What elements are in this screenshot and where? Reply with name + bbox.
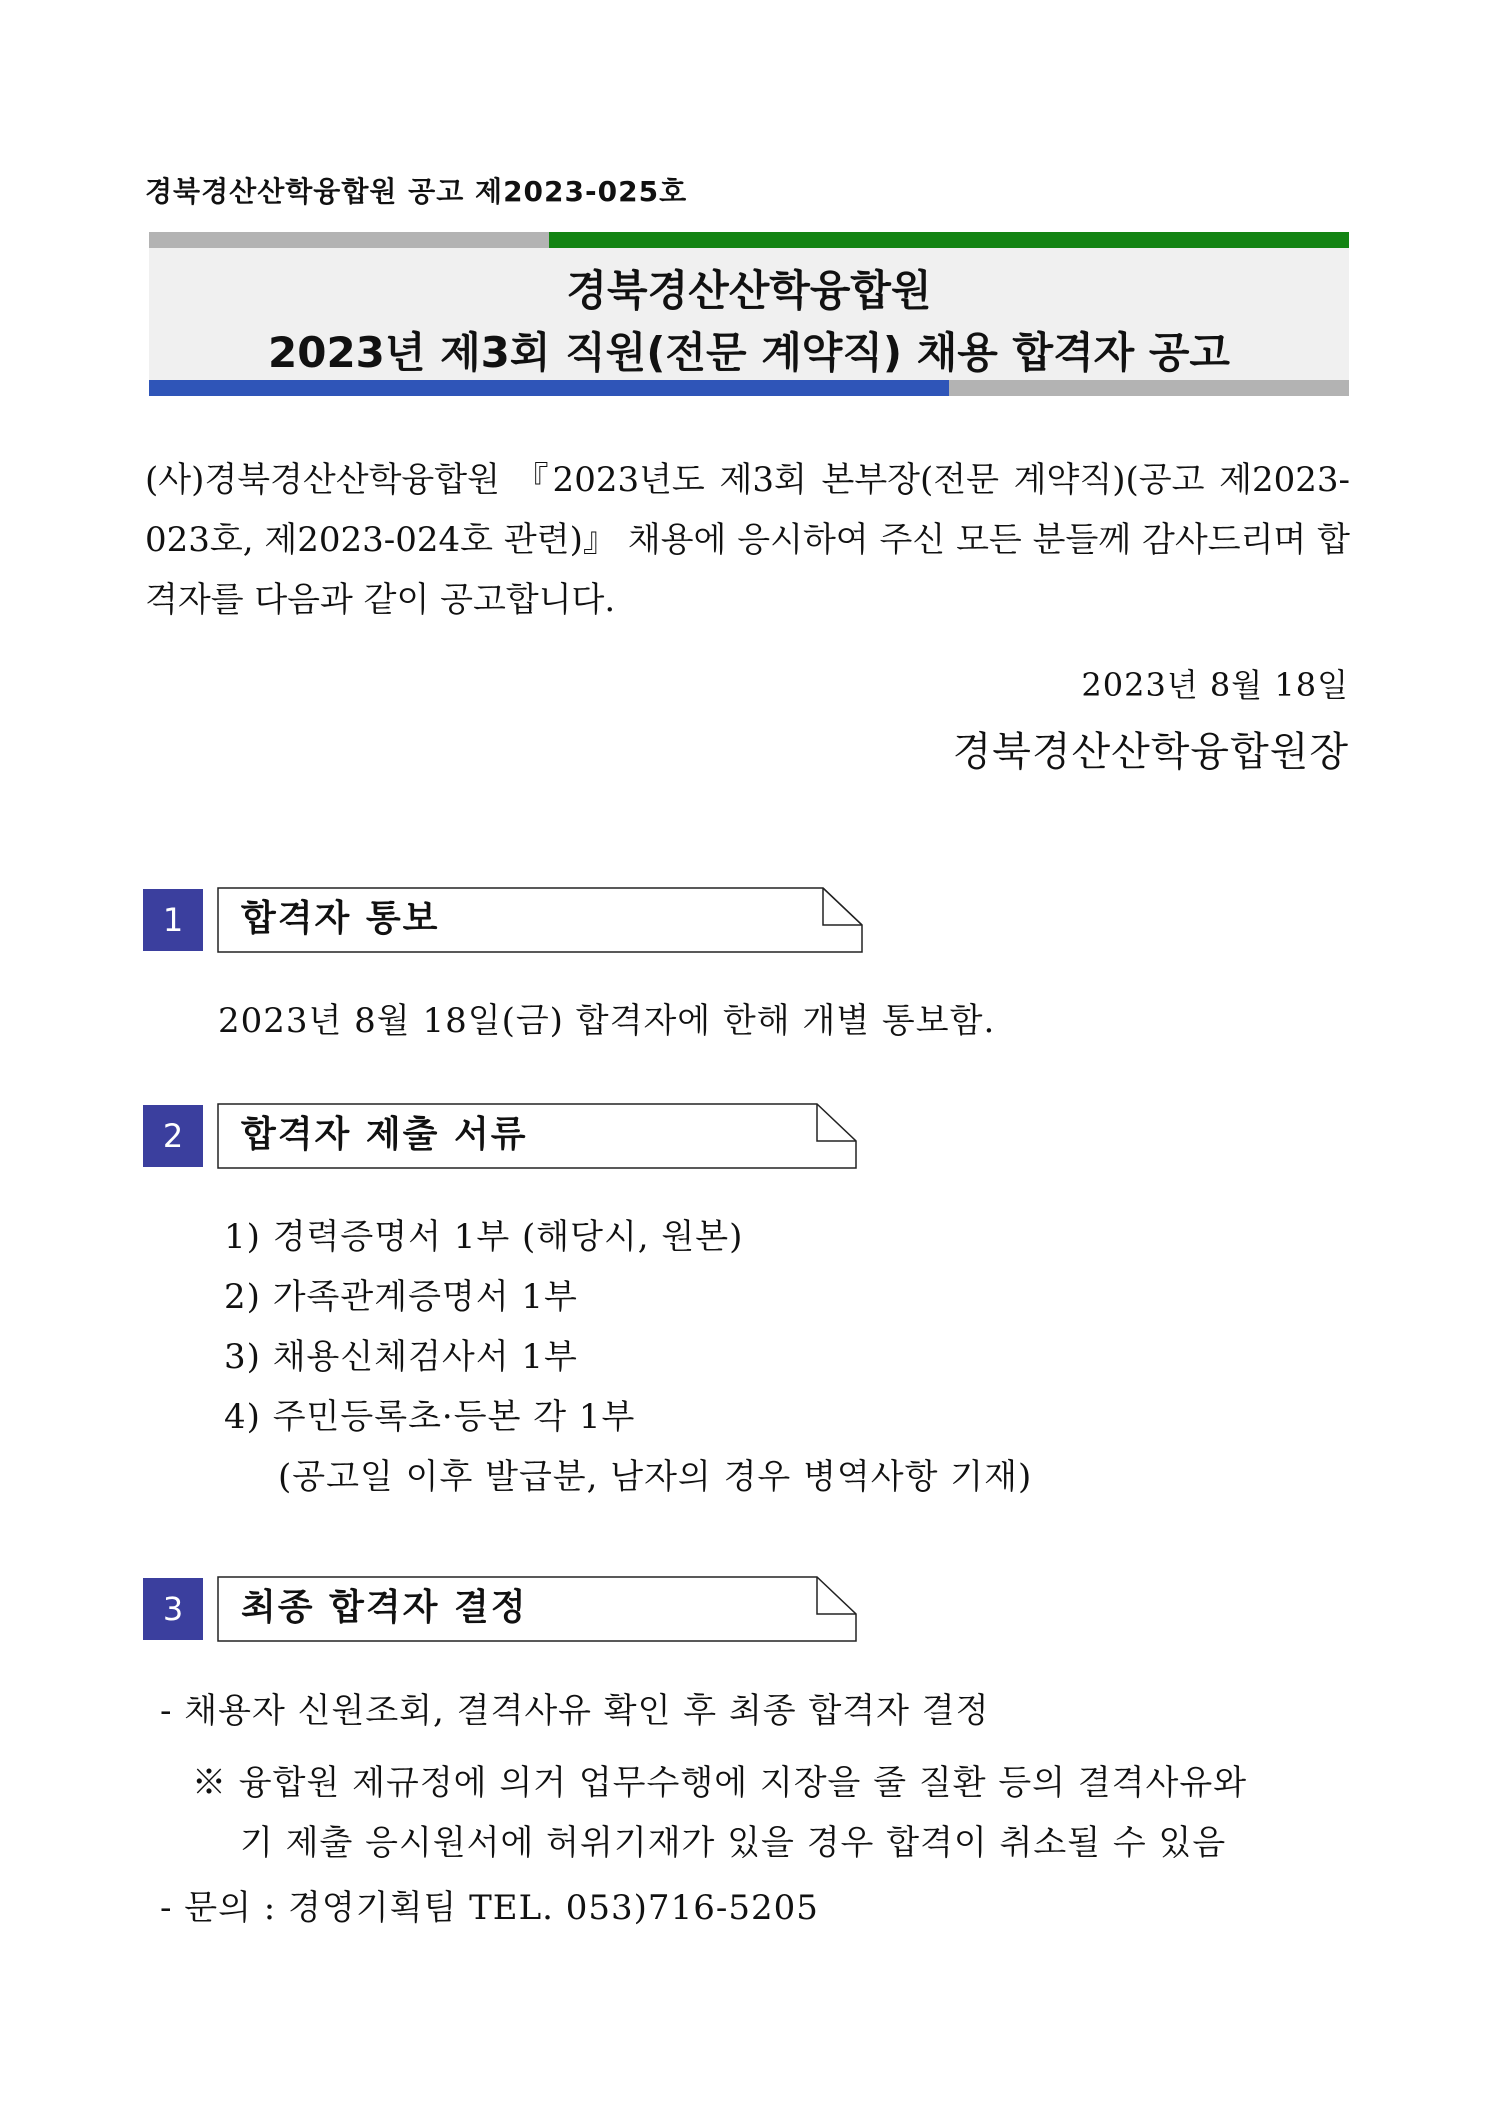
section-1-number: 1 (143, 889, 203, 951)
section-1-header (217, 887, 863, 951)
section-3-note-line-1: ※ 융합원 제규정에 의거 업무수행에 지장을 줄 질환 등의 결격사유와 (192, 1763, 1248, 1803)
section-3-note-line-2: 기 제출 응시원서에 허위기재가 있을 경우 합격이 취소될 수 있음 (240, 1823, 1227, 1863)
title-bar-top-gray (149, 232, 549, 248)
intro-paragraph: (사)경북경산산학융합원 『2023년도 제3회 본부장(전문 계약직)(공고 제2023-023호, 제2023-024호 관련)』 채용에 응시하여 주신 모든 분들께 감사드리며 합격자를 다음과 같이 공고합니다. (145, 460, 1350, 620)
document-item: 4) 주민등록초·등본 각 1부 (224, 1397, 636, 1437)
section-3-number: 3 (143, 1578, 203, 1640)
section-2-title: 합격자 제출 서류 (241, 1114, 528, 1155)
title-bar-bottom-gray (949, 380, 1349, 396)
document-item: 1) 경력증명서 1부 (해당시, 원본) (224, 1217, 744, 1257)
title-line-1: 경북경산산학융합원 (566, 266, 932, 315)
notice-date: 2023년 8월 18일 (1081, 666, 1349, 704)
title-bar-bottom-blue (149, 380, 949, 396)
section-1-text: 2023년 8월 18일(금) 합격자에 한해 개별 통보함. (218, 1001, 996, 1041)
document-item: 2) 가족관계증명서 1부 (224, 1277, 578, 1317)
document-item-note: (공고일 이후 발급분, 남자의 경우 병역사항 기재) (278, 1457, 1033, 1497)
section-3-title: 최종 합격자 결정 (241, 1587, 528, 1628)
signer: 경북경산산학융합원장 (952, 729, 1349, 775)
contact-line: - 문의 : 경영기획팀 TEL. 053)716-5205 (160, 1888, 819, 1928)
notice-number: 경북경산산학융합원 공고 제2023-025호 (145, 175, 688, 208)
section-1-title: 합격자 통보 (241, 898, 440, 939)
document-item: 3) 채용신체검사서 1부 (224, 1337, 578, 1377)
section-3-header (217, 1576, 857, 1640)
title-box (149, 232, 1349, 396)
section-2-header (217, 1103, 857, 1167)
section-2-number: 2 (143, 1105, 203, 1167)
title-line-2: 2023년 제3회 직원(전문 계약직) 채용 합격자 공고 (268, 328, 1230, 377)
section-3-line: - 채용자 신원조회, 결격사유 확인 후 최종 합격자 결정 (160, 1691, 990, 1731)
title-bar-top-green (549, 232, 1349, 248)
